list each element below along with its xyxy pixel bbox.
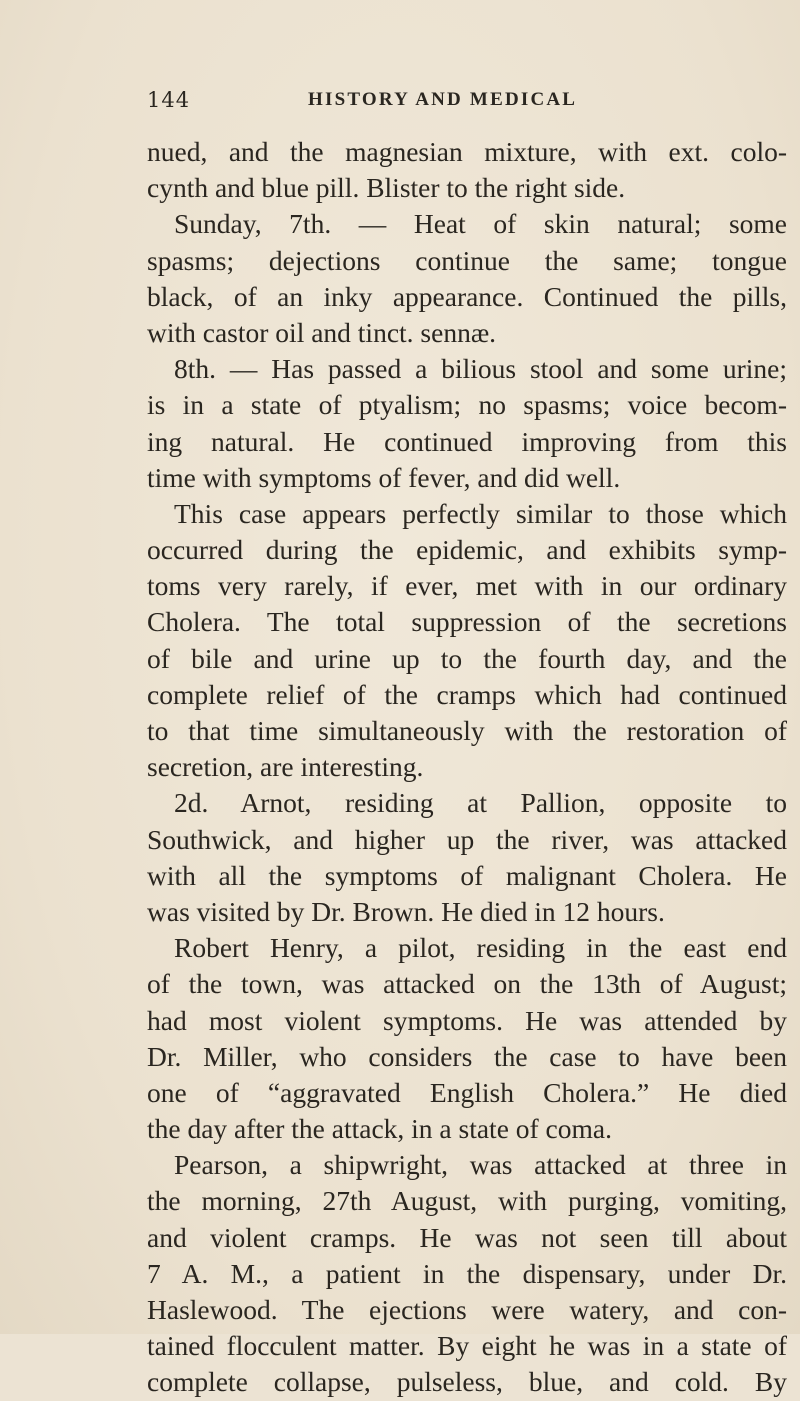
text-line: tained flocculent matter. By eight he was in a state of — [147, 1330, 787, 1362]
running-title: HISTORY AND MEDICAL — [308, 89, 578, 110]
text-line: and violent cramps. He was not seen till about — [147, 1221, 787, 1253]
text-line: of the town, was attacked on the 13th of August; — [147, 968, 787, 1000]
text-line: with all the symptoms of malignant Cholera. He — [147, 859, 787, 891]
text-line: Sunday, 7th. — Heat of skin natural; some — [174, 208, 787, 240]
text-line: was visited by Dr. Brown. He died in 12 hours. — [147, 895, 665, 927]
text-line: 8th. — Has passed a bilious stool and some urine; — [174, 353, 787, 385]
text-line: Southwick, and higher up the river, was attacked — [147, 823, 787, 855]
text-line: the day after the attack, in a state of coma. — [147, 1113, 612, 1145]
text-line: of bile and urine up to the fourth day, and the — [147, 642, 787, 674]
text-line: cynth and blue pill. Blister to the right side. — [147, 172, 626, 204]
text-line: is in a state of ptyalism; no spasms; voice becom- — [147, 389, 787, 421]
text-line: 7 A. M., a patient in the dispensary, under Dr. — [147, 1257, 787, 1289]
text-line: Pearson, a shipwright, was attacked at three in — [174, 1149, 787, 1181]
text-line: time with symptoms of fever, and did well. — [147, 461, 621, 493]
text-line: occurred during the epidemic, and exhibits symp- — [147, 534, 787, 566]
text-line: Dr. Miller, who considers the case to have been — [147, 1040, 787, 1072]
text-line: complete collapse, pulseless, blue, and cold. By — [147, 1366, 787, 1398]
text-line: ing natural. He continued improving from this — [147, 425, 787, 457]
text-line: black, of an inky appearance. Continued the pills, — [147, 280, 787, 312]
text-line: with castor oil and tinct. sennæ. — [147, 316, 497, 348]
text-line: secretion, are interesting. — [147, 751, 424, 783]
text-line: This case appears perfectly similar to those which — [174, 497, 787, 529]
text-line: Robert Henry, a pilot, residing in the east end — [174, 932, 787, 964]
running-head — [147, 88, 787, 118]
text-line: Cholera. The total suppression of the secretions — [147, 606, 787, 638]
text-line: toms very rarely, if ever, met with in our ordinary — [147, 570, 787, 602]
text-line: the morning, 27th August, with purging, vomiting, — [147, 1185, 787, 1217]
text-line: Haslewood. The ejections were watery, and con- — [147, 1294, 787, 1325]
page-number: 144 — [147, 88, 191, 112]
text-line: complete relief of the cramps which had continued — [147, 678, 787, 710]
body-text — [147, 134, 787, 1401]
text-line: to that time simultaneously with the restoration of — [147, 715, 787, 746]
text-line: nued, and the magnesian mixture, with ext. colo- — [147, 136, 787, 167]
text-line: spasms; dejections continue the same; tongue — [147, 244, 787, 276]
text-line: 2d. Arnot, residing at Pallion, opposite to — [174, 787, 787, 819]
text-line: one of “aggravated English Cholera.” He died — [147, 1076, 787, 1108]
text-line: had most violent symptoms. He was attended by — [147, 1004, 787, 1036]
